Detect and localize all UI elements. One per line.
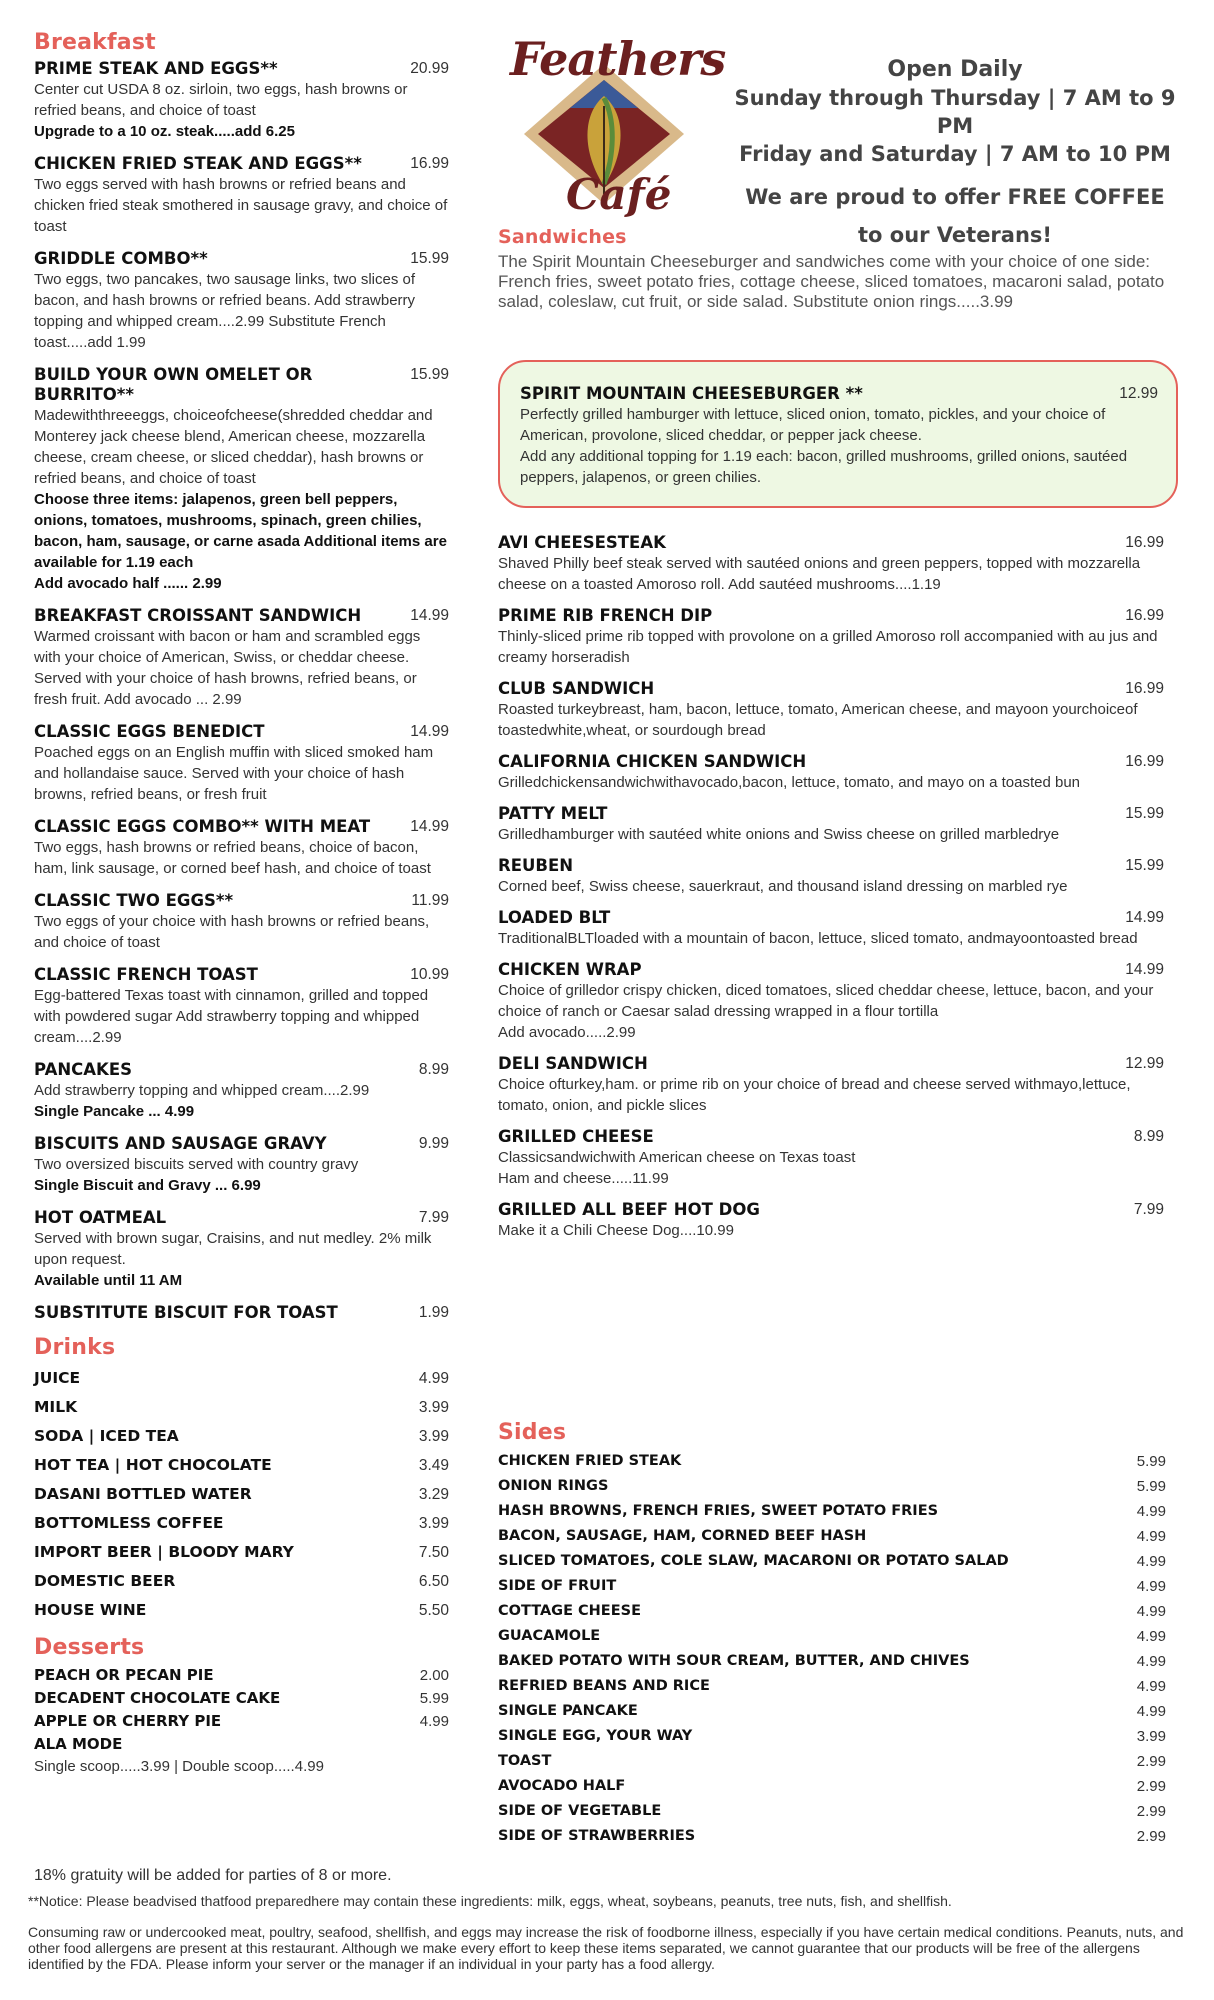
menu-item-price: 16.99	[410, 155, 449, 172]
menu-item-name: CLASSIC FRENCH TOAST	[34, 965, 258, 984]
menu-item-name: CHICKEN WRAP	[498, 960, 642, 979]
sandwiches-list	[498, 533, 1164, 1252]
menu-item-extra: Ham and cheese.....11.99	[498, 1170, 669, 1187]
side-row-name: REFRIED BEANS AND RICE	[498, 1678, 710, 1694]
menu-item-name: BUILD YOUR OWN OMELET OR BURRITO**	[34, 365, 313, 404]
drink-row-price: 3.29	[418, 1486, 449, 1503]
drink-row	[34, 1480, 449, 1509]
menu-item-price: 7.99	[418, 1209, 449, 1226]
menu-item-price: 7.99	[1133, 1201, 1164, 1218]
side-row-price: 4.99	[1136, 1703, 1166, 1720]
side-row-name: TOAST	[498, 1753, 552, 1769]
menu-item	[498, 960, 1164, 1043]
menu-item	[498, 1054, 1164, 1116]
side-row-name: SINGLE EGG, YOUR WAY	[498, 1728, 693, 1744]
drink-row-name: DOMESTIC BEER	[34, 1572, 176, 1590]
drink-row	[34, 1509, 449, 1538]
menu-item-head	[34, 1134, 449, 1154]
menu-item-head	[34, 817, 449, 837]
side-row-price: 4.99	[1136, 1678, 1166, 1695]
menu-item-desc: Two oversized biscuits served with country gravy	[34, 1156, 359, 1173]
menu-item-desc: Two eggs served with hash browns or refried beans and chicken fried steak smothered in sausage gravy, and choice of toast	[34, 176, 448, 235]
menu-item-name: PRIME RIB FRENCH DIP	[498, 606, 713, 625]
side-row	[498, 1524, 1166, 1549]
menu-item	[34, 154, 449, 237]
menu-item-price: 1.99	[418, 1304, 449, 1321]
drink-row-price: 4.99	[418, 1370, 449, 1387]
menu-item-name: PRIME STEAK AND EGGS**	[34, 59, 278, 78]
left-column	[34, 30, 449, 1777]
side-row-price: 4.99	[1136, 1553, 1166, 1570]
drink-row-price: 3.99	[418, 1428, 449, 1445]
breakfast-title: Breakfast	[34, 30, 156, 55]
menu-item	[34, 722, 449, 805]
drinks-list	[34, 1364, 449, 1625]
menu-item-desc: Two eggs, hash browns or refried beans, choice of bacon, ham, link sausage, or corned beef hash, and choice of toast	[34, 839, 431, 877]
menu-item-name: DELI SANDWICH	[498, 1054, 648, 1073]
drink-row	[34, 1393, 449, 1422]
menu-item-name: BREAKFAST CROISSANT SANDWICH	[34, 606, 362, 625]
side-row-name: BAKED POTATO WITH SOUR CREAM, BUTTER, AND CHIVES	[498, 1653, 970, 1669]
side-row	[498, 1499, 1166, 1524]
menu-item	[498, 533, 1164, 595]
drink-row-price: 7.50	[418, 1544, 449, 1561]
side-row	[498, 1699, 1166, 1724]
menu-item-head	[498, 606, 1164, 626]
side-row	[498, 1649, 1166, 1674]
menu-item-desc: Warmed croissant with bacon or ham and scrambled eggs with your choice of American, Swiss, or cheddar cheese. Served with your choice of hash browns, refried beans, or fresh fruit. Add avocado ... 2.99	[34, 628, 421, 708]
side-row	[498, 1824, 1166, 1849]
menu-item-price: 16.99	[1125, 607, 1164, 624]
open-daily: Open Daily	[887, 57, 1023, 82]
menu-item-note: Single Biscuit and Gravy ... 6.99	[34, 1177, 261, 1194]
menu-item-desc: Corned beef, Swiss cheese, sauerkraut, and thousand island dressing on marbled rye	[498, 878, 1068, 895]
menu-item	[498, 1200, 1164, 1241]
menu-item-name: GRIDDLE COMBO**	[34, 249, 208, 268]
veteran-line-1: We are proud to offer FREE COFFEE	[745, 185, 1165, 209]
allergen-notice: **Notice: Please beadvised thatfood preparedhere may contain these ingredients: milk, eggs, wheat, soybeans, peanuts, tree nuts, fish, and shellfish.	[28, 1893, 952, 1909]
menu-item-desc: Choice ofturkey,ham. or prime rib on your choice of bread and cheese served withmayo,lettuce, tomato, onion, and pickle slices	[498, 1076, 1131, 1114]
menu-item	[498, 804, 1164, 845]
menu-item-name: REUBEN	[498, 856, 574, 875]
drink-row-name: BOTTOMLESS COFFEE	[34, 1514, 224, 1532]
side-row-price: 2.99	[1136, 1753, 1166, 1770]
menu-item-desc: Two eggs, two pancakes, two sausage links, two slices of bacon, and hash browns or refried beans. Add strawberry topping and whipped cream....2.99 Substitute French toast.....add 1.99	[34, 271, 416, 351]
menu-item-head	[498, 1054, 1164, 1074]
drinks-title: Drinks	[34, 1335, 116, 1360]
drink-row-name: IMPORT BEER | BLOODY MARY	[34, 1543, 294, 1561]
menu-item-desc: TraditionalBLTloaded with a mountain of bacon, lettuce, sliced tomato, andmayoontoasted bread	[498, 930, 1138, 947]
menu-item-note: Upgrade to a 10 oz. steak.....add 6.25	[34, 123, 295, 140]
menu-item	[34, 59, 449, 142]
menu-item	[498, 1127, 1164, 1189]
dessert-row-name: PEACH OR PECAN PIE	[34, 1666, 214, 1684]
veteran-line-2: to our Veterans!	[857, 223, 1052, 247]
menu-item-head	[498, 908, 1164, 928]
menu-item-price: 16.99	[1125, 680, 1164, 697]
drink-row-name: JUICE	[34, 1369, 81, 1387]
side-row-name: SINGLE PANCAKE	[498, 1703, 638, 1719]
side-row	[498, 1474, 1166, 1499]
side-row-price: 4.99	[1136, 1503, 1166, 1520]
menu-item-desc: Thinly-sliced prime rib topped with provolone on a grilled Amoroso roll accompanied with au jus and creamy horseradish	[498, 628, 1158, 666]
sandwiches-title: Sandwiches	[498, 226, 627, 248]
side-row-price: 2.99	[1136, 1778, 1166, 1795]
side-row-name: SIDE OF FRUIT	[498, 1578, 617, 1594]
menu-item-desc: Madewiththreeeggs, choiceofcheese(shredded cheddar and Monterey jack cheese blend, American cheese, mozzarella cheese, cream cheese, or sliced cheddar), hash browns or refried beans, and choice of toast	[34, 407, 433, 487]
menu-item-head	[498, 679, 1164, 699]
menu-item-desc: Add strawberry topping and whipped cream....2.99	[34, 1082, 370, 1099]
menu-item-head	[34, 1208, 449, 1228]
menu-item-note: Available until 11 AM	[34, 1272, 183, 1289]
side-row	[498, 1749, 1166, 1774]
menu-item-head	[34, 965, 449, 985]
side-row	[498, 1449, 1166, 1474]
side-row-name: SIDE OF STRAWBERRIES	[498, 1828, 696, 1844]
menu-item-price: 16.99	[1125, 753, 1164, 770]
menu-item-price: 15.99	[1125, 805, 1164, 822]
side-row-name: BACON, SAUSAGE, HAM, CORNED BEEF HASH	[498, 1528, 867, 1544]
menu-item-note: Add avocado half ...... 2.99	[34, 575, 222, 592]
drink-row	[34, 1364, 449, 1393]
menu-item-price: 8.99	[1133, 1128, 1164, 1145]
menu-item-head	[498, 960, 1164, 980]
menu-item	[34, 365, 449, 594]
side-row-price: 4.99	[1136, 1628, 1166, 1645]
menu-item-price: 10.99	[410, 966, 449, 983]
menu-item-head	[34, 59, 449, 79]
menu-item-head	[498, 1200, 1164, 1220]
menu-item-desc: Roasted turkeybreast, ham, bacon, lettuce, tomato, American cheese, and mayoon yourchoiceof toastedwhite,wheat, or sourdough bread	[498, 701, 1138, 739]
side-row	[498, 1599, 1166, 1624]
featured-desc: Perfectly grilled hamburger with lettuce, sliced onion, tomato, pickles, and your choice of American, provolone, sliced cheddar, or pepper jack cheese.	[520, 406, 1106, 444]
menu-item	[34, 606, 449, 710]
menu-item-name: CLASSIC EGGS BENEDICT	[34, 722, 265, 741]
menu-item-name: CLUB SANDWICH	[498, 679, 655, 698]
featured-price: 12.99	[1119, 385, 1158, 402]
menu-item-price: 9.99	[418, 1135, 449, 1152]
side-row	[498, 1799, 1166, 1824]
menu-item-desc: Egg-battered Texas toast with cinnamon, grilled and topped with powdered sugar Add strawberry topping and whipped cream....2.99	[34, 987, 429, 1046]
menu-item-price: 14.99	[410, 723, 449, 740]
menu-item	[34, 249, 449, 353]
menu-item-head	[34, 154, 449, 174]
side-row-name: SIDE OF VEGETABLE	[498, 1803, 662, 1819]
menu-item-desc: Poached eggs on an English muffin with sliced smoked ham and hollandaise sauce. Served with your choice of hash browns, refried beans, or fresh fruit	[34, 744, 434, 803]
feathers-cafe-logo	[508, 32, 726, 226]
menu-item-name: LOADED BLT	[498, 908, 611, 927]
drink-row	[34, 1596, 449, 1625]
sandwiches-header	[498, 226, 1170, 312]
side-row-name: GUACAMOLE	[498, 1628, 601, 1644]
side-row-name: AVOCADO HALF	[498, 1778, 626, 1794]
menu-item-desc: Served with brown sugar, Craisins, and nut medley. 2% milk upon request.	[34, 1230, 432, 1268]
menu-item-head	[34, 1060, 449, 1080]
logo-text-feathers: Feathers	[510, 32, 726, 86]
menu-item-name: CALIFORNIA CHICKEN SANDWICH	[498, 752, 807, 771]
menu-item-desc: Center cut USDA 8 oz. sirloin, two eggs, hash browns or refried beans, and choice of toast	[34, 81, 408, 119]
dessert-row	[34, 1687, 449, 1710]
menu-item-name: GRILLED CHEESE	[498, 1127, 654, 1146]
hours-sun-thu: Sunday through Thursday | 7 AM to 9 PM	[734, 86, 1176, 138]
drink-row-name: HOT TEA | HOT CHOCOLATE	[34, 1456, 272, 1474]
menu-item-head	[34, 722, 449, 742]
menu-item-note: Single Pancake ... 4.99	[34, 1103, 195, 1120]
menu-item-price: 14.99	[1125, 909, 1164, 926]
menu-item	[498, 679, 1164, 741]
menu-item	[34, 1060, 449, 1122]
side-row-price: 4.99	[1136, 1528, 1166, 1545]
logo-text-cafe: Café	[566, 170, 672, 219]
menu-item-price: 15.99	[1125, 857, 1164, 874]
menu-item	[34, 1208, 449, 1291]
sandwiches-intro: The Spirit Mountain Cheeseburger and sandwiches come with your choice of one side: French fries, sweet potato fries, cottage cheese, sliced tomatoes, macaroni salad, potato salad, coleslaw, cut fruit, or side salad. Substitute onion rings.....3.99	[498, 252, 1165, 311]
side-row	[498, 1674, 1166, 1699]
menu-item-head	[498, 804, 1164, 824]
menu-item-price: 12.99	[1125, 1055, 1164, 1072]
menu-item-name: CHICKEN FRIED STEAK AND EGGS**	[34, 154, 362, 173]
menu-item-price: 14.99	[1125, 961, 1164, 978]
side-row	[498, 1549, 1166, 1574]
menu-item	[498, 908, 1164, 949]
menu-item-head	[498, 1127, 1164, 1147]
dessert-row	[34, 1664, 449, 1687]
side-row-price: 4.99	[1136, 1578, 1166, 1595]
menu-item-desc: Shaved Philly beef steak served with sautéed onions and green peppers, topped with mozzarella cheese on a toasted Amoroso roll. Add sautéed mushrooms....1.19	[498, 555, 1141, 593]
menu-item-head	[34, 249, 449, 269]
dessert-row-price: 5.99	[419, 1690, 449, 1707]
menu-item	[498, 606, 1164, 668]
menu-item-desc: Classicsandwichwith American cheese on Texas toast	[498, 1149, 856, 1166]
dessert-row-name: ALA MODE	[34, 1735, 123, 1753]
dessert-row-name: APPLE OR CHERRY PIE	[34, 1712, 222, 1730]
menu-item	[34, 1134, 449, 1196]
side-row-price: 2.99	[1136, 1803, 1166, 1820]
consumer-warning: Consuming raw or undercooked meat, poultry, seafood, shellfish, and eggs may increase the risk of foodborne illness, especially if you have certain medical conditions. Peanuts, nuts, and other food allergens are present at this restaurant. Although we make every effort to keep these items separated, we cannot guarantee that our products will be free of the allergens identified by the FDA. Please inform your server or the manager if an individual in your party has a food allergy.	[28, 1924, 1184, 1972]
menu-item-head	[498, 752, 1164, 772]
menu-item-price: 14.99	[410, 607, 449, 624]
menu-item-price: 20.99	[410, 60, 449, 77]
drink-row-price: 3.49	[418, 1457, 449, 1474]
side-row	[498, 1774, 1166, 1799]
drink-row-price: 6.50	[418, 1573, 449, 1590]
menu-item-price: 15.99	[410, 250, 449, 267]
ala-mode-scoops: Single scoop.....3.99 | Double scoop.....4.99	[34, 1758, 324, 1775]
menu-item-head	[498, 856, 1164, 876]
breakfast-list	[34, 59, 449, 1323]
menu-item-head	[498, 533, 1164, 553]
menu-item-name: AVI CHEESESTEAK	[498, 533, 666, 552]
side-row-name: SLICED TOMATOES, COLE SLAW, MACARONI OR POTATO SALAD	[498, 1553, 1009, 1569]
side-row-price: 4.99	[1136, 1653, 1166, 1670]
drink-row-name: HOUSE WINE	[34, 1601, 147, 1619]
menu-item	[34, 891, 449, 953]
menu-item-desc: Choice of grilledor crispy chicken, diced tomatoes, sliced cheddar cheese, lettuce, bacon, and your choice of ranch or Caesar salad dressing wrapped in a flour tortilla	[498, 982, 1154, 1020]
menu-item-price: 15.99	[410, 366, 449, 383]
desserts-list	[34, 1664, 449, 1756]
menu-item-name: PANCAKES	[34, 1060, 132, 1079]
menu-item	[498, 856, 1164, 897]
menu-item	[34, 817, 449, 879]
drink-row-price: 5.50	[418, 1602, 449, 1619]
hours-fri-sat: Friday and Saturday | 7 AM to 10 PM	[739, 142, 1171, 166]
menu-item-name: SUBSTITUTE BISCUIT FOR TOAST	[34, 1303, 338, 1322]
side-row-price: 3.99	[1136, 1728, 1166, 1745]
side-row-name: ONION RINGS	[498, 1478, 609, 1494]
menu-item-price: 8.99	[418, 1061, 449, 1078]
menu-item-desc: Two eggs of your choice with hash browns or refried beans, and choice of toast	[34, 913, 430, 951]
side-row-price: 4.99	[1136, 1603, 1166, 1620]
desserts-title: Desserts	[34, 1635, 145, 1660]
dessert-row-price: 2.00	[419, 1667, 449, 1684]
featured-name: SPIRIT MOUNTAIN CHEESEBURGER **	[520, 384, 863, 403]
menu-item-name: GRILLED ALL BEEF HOT DOG	[498, 1200, 760, 1219]
side-row	[498, 1624, 1166, 1649]
menu-item	[34, 965, 449, 1048]
menu-item-price: 14.99	[410, 818, 449, 835]
menu-item-head	[34, 1303, 449, 1323]
drink-row	[34, 1567, 449, 1596]
drink-row-price: 3.99	[418, 1515, 449, 1532]
footer	[28, 1866, 1198, 1972]
menu-item-price: 16.99	[1125, 534, 1164, 551]
sides-list	[498, 1449, 1166, 1849]
sides-section	[498, 1420, 1166, 1849]
drink-row	[34, 1538, 449, 1567]
sides-title: Sides	[498, 1420, 567, 1445]
drink-row-name: SODA | ICED TEA	[34, 1427, 179, 1445]
side-row-name: COTTAGE CHEESE	[498, 1603, 641, 1619]
side-row	[498, 1574, 1166, 1599]
menu-item-price: 11.99	[411, 892, 449, 909]
dessert-row-price: 4.99	[419, 1713, 449, 1730]
menu-item-name: HOT OATMEAL	[34, 1208, 167, 1227]
drink-row	[34, 1451, 449, 1480]
menu-item-name: BISCUITS AND SAUSAGE GRAVY	[34, 1134, 327, 1153]
dessert-row	[34, 1733, 449, 1756]
featured-cheeseburger-box	[498, 360, 1178, 508]
side-row-price: 5.99	[1136, 1453, 1166, 1470]
side-row-name: HASH BROWNS, FRENCH FRIES, SWEET POTATO FRIES	[498, 1503, 939, 1519]
dessert-row	[34, 1710, 449, 1733]
drink-row-name: DASANI BOTTLED WATER	[34, 1485, 252, 1503]
drink-row-price: 3.99	[418, 1399, 449, 1416]
side-row-price: 5.99	[1136, 1478, 1166, 1495]
side-row-price: 2.99	[1136, 1828, 1166, 1845]
dessert-row-name: DECADENT CHOCOLATE CAKE	[34, 1689, 281, 1707]
featured-head	[520, 384, 1158, 404]
menu-item-head	[34, 891, 449, 911]
menu-item-extra: Add avocado.....2.99	[498, 1024, 636, 1041]
hours-block	[720, 56, 1190, 254]
menu-item-head	[34, 365, 449, 405]
menu-item-note: Choose three items: jalapenos, green bell peppers, onions, tomatoes, mushrooms, spinach, green chilies, bacon, ham, sausage, or carne asada Additional items are available for 1.19 each	[34, 491, 447, 571]
menu-item-desc: Grilledhamburger with sautéed white onions and Swiss cheese on grilled marbledrye	[498, 826, 1060, 843]
side-row	[498, 1724, 1166, 1749]
drink-row	[34, 1422, 449, 1451]
menu-item-name: CLASSIC TWO EGGS**	[34, 891, 234, 910]
gratuity-note: 18% gratuity will be added for parties of 8 or more.	[34, 1867, 392, 1884]
side-row-name: CHICKEN FRIED STEAK	[498, 1453, 682, 1469]
menu-item	[498, 752, 1164, 793]
featured-extra: Add any additional topping for 1.19 each: bacon, grilled mushrooms, grilled onions, sautéed peppers, jalapenos, or green chilies.	[520, 448, 1128, 486]
drink-row-name: MILK	[34, 1398, 78, 1416]
menu-item	[34, 1303, 449, 1323]
menu-item-name: CLASSIC EGGS COMBO** WITH MEAT	[34, 817, 371, 836]
menu-item-desc: Grilledchickensandwichwithavocado,bacon, lettuce, tomato, and mayo on a toasted bun	[498, 774, 1081, 791]
menu-item-desc: Make it a Chili Cheese Dog....10.99	[498, 1222, 734, 1239]
menu-item-head	[34, 606, 449, 626]
menu-item-name: PATTY MELT	[498, 804, 608, 823]
